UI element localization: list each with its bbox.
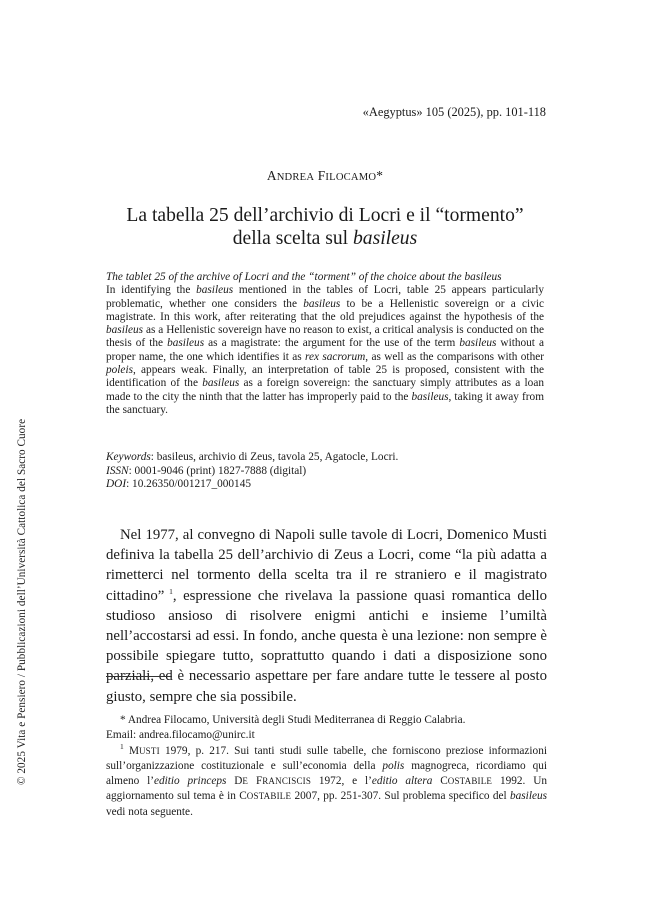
abstract-text: , appears weak. Finally, an interpretation of table 25 is proposed, consistent with the identification of the [106, 364, 544, 390]
footnote-italic: basileus [509, 790, 548, 803]
abstract-italic: poleis [106, 364, 133, 377]
small-caps-rest: OSTABILE [246, 791, 292, 802]
footnote-1-number: 1 [120, 741, 124, 751]
abstract-italic: basileus [411, 390, 449, 403]
abstract-text: as a magistrate: the argument for the use of the term [204, 337, 460, 350]
abstract-text: without a proper name, the one which identifies it as [106, 337, 544, 363]
issn-row [106, 465, 544, 479]
footnote-text: 2007, pp. 251-307. Sul problema specifico del [291, 790, 510, 803]
footnotes [106, 713, 547, 820]
body-paragraph [106, 525, 547, 707]
doi-value: : 10.26350/001217_000145 [126, 478, 251, 490]
footnote-text: 1979, p. 217. Sui tanti studi sulle tabelle, che forniscono preziose informazioni sull’organizzazione costituzionale e sull’economia della [106, 744, 547, 772]
abstract-text: as a Hellenistic sovereign have no reason to exist, a critical analysis is conducted on the thesis of the [106, 324, 544, 350]
keywords-label: Keywords [106, 451, 151, 463]
footnote-divider [106, 676, 172, 677]
abstract [106, 271, 544, 417]
abstract-italic: basileus [167, 337, 205, 350]
author-footnote-mark: * [376, 168, 384, 183]
small-caps-initial: M [128, 744, 139, 757]
author-email: Email: andrea.filocamo@unirc.it [106, 729, 255, 742]
author-affiliation-note: * Andrea Filocamo, Università degli Studi Mediterranea di Reggio Calabria. [120, 714, 466, 726]
small-caps-rest: RANCISCIS [262, 776, 312, 787]
article-title [80, 204, 570, 250]
footnote-text: vedi nota seguente. [106, 805, 193, 818]
abstract-italic: basileus [303, 297, 341, 310]
small-caps-rest: OSTABILE [447, 776, 493, 787]
abstract-text: , as well as the comparisons with other [365, 350, 544, 363]
keywords-row [106, 451, 544, 465]
title-line-1: La tabella 25 dell’archivio di Locri e il “tormento” [126, 205, 524, 226]
author-name [0, 168, 650, 184]
issn-label: ISSN [106, 464, 129, 477]
abstract-text: In identifying the [106, 284, 197, 297]
footnote-text: 1992. Un aggiornamento sul tema è in [106, 775, 547, 803]
footnote-italic: editio princeps [153, 775, 227, 788]
footnote-reference-1[interactable]: 1 [164, 586, 173, 596]
small-caps-initial: D [234, 775, 243, 788]
title-line-2-italic: basileus [353, 228, 418, 249]
abstract-italic: rex sacrorum [305, 350, 366, 363]
issn-value: : 0001-9046 (print) 1827-7888 (digital) [128, 464, 307, 477]
author-first-initial: A [266, 168, 277, 183]
small-caps-rest: USTI [138, 745, 160, 756]
abstract-text: mentioned in the tables of Locri, table 25 appears particularly problematic, whether one considers the [106, 284, 544, 310]
abstract-text: to be a Hellenistic sovereign or a civic magistrate. In this work, after reiterating that the old prejudices against the hypothesis of the [106, 297, 544, 323]
footnote-italic: polis [382, 759, 405, 772]
abstract-text: , taking it away from the sanctuary. [106, 390, 544, 416]
doi-label: DOI [106, 478, 127, 490]
abstract-italic: basileus [202, 377, 240, 390]
body-text-part-1: Nel 1977, al convegno di Napoli sulle tavole di Locri, Domenico Musti definiva la tabella 25 dell’archivio di Zeus a Locri, come “la più adatta a rimetterci nel tormento della scelta tra il re straniero e il magistrato cittadino” [106, 527, 547, 604]
footnote-text: magnogreca, ricordiamo qui almeno l’ [106, 759, 548, 788]
small-caps-initial: C [440, 775, 448, 788]
footnote-italic: editio altera [371, 775, 433, 788]
doi-row [106, 478, 544, 492]
body-text-part-2: , espressione che rivelava la passione quasi romantica dello studioso ansioso di risolvere enigmi antichi e insieme l’umiltà nell’accostarsi ad essi. In fondo, anche questa è una lezione: non sempre è possibile spiegare tutto, soprattutto quando i dati a disposizione sono parziali, ed è necessario aspettare per fare andare tutte le tessere al posto giusto, sempre che sia possibile. [106, 587, 547, 705]
small-caps-rest: E [242, 776, 249, 787]
title-line-2: della scelta sul [232, 228, 353, 249]
keywords-value: : basileus, archivio di Zeus, tavola 25, Agatocle, Locri. [150, 451, 399, 463]
author-first-rest: NDREA [276, 172, 315, 183]
journal-reference: «Aegyptus» 105 (2025), pp. 101-118 [362, 105, 546, 119]
copyright-side-note: © 2025 Vita e Pensiero / Pubblicazioni dell’Università Cattolica del Sacro Cuore [16, 418, 28, 785]
abstract-italic: basileus [106, 324, 144, 337]
metadata-block [106, 451, 544, 492]
author-last-rest: ILOCAMO [325, 172, 377, 183]
small-caps-initial: F [248, 775, 263, 788]
abstract-text: as a foreign sovereign: the sanctuary simply attributes as a loan made to the city the ninth that the latter has improperly paid to the [106, 377, 544, 403]
abstract-title: The tablet 25 of the archive of Locri and the “torment” of the choice about the basileus [106, 271, 502, 283]
small-caps-initial: C [239, 790, 247, 803]
footnote-text: 1972, e l’ [311, 775, 372, 788]
author-last-initial: F [317, 168, 326, 183]
abstract-italic: basileus [196, 284, 234, 297]
abstract-italic: basileus [459, 337, 497, 350]
footnote-1 [106, 741, 548, 820]
